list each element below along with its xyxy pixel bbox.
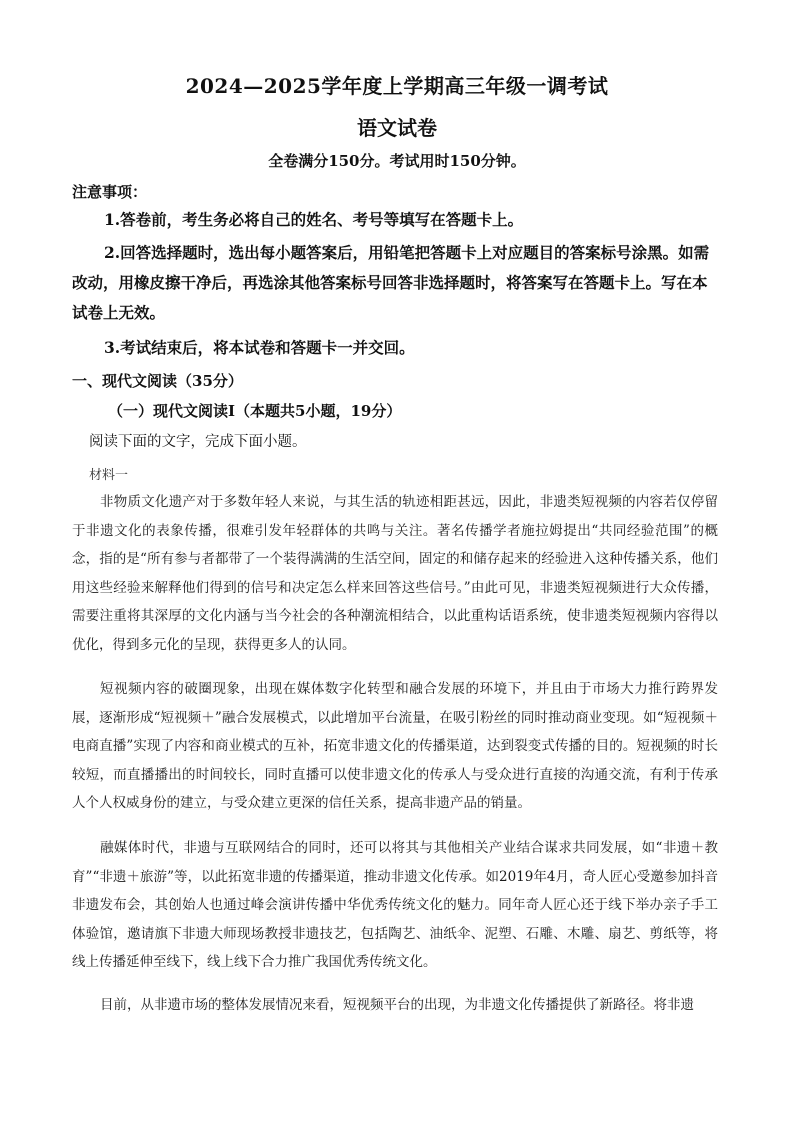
subject-title: 语文试卷: [357, 116, 437, 140]
material-label: 材料一: [89, 468, 129, 483]
notice-item-1: 1.答卷前，考生务必将自己的姓名、考号等填写在答题卡上。: [104, 210, 524, 229]
material-paragraph-3: 融媒体时代，非遗与互联网结合的同时，还可以将其与其他相关产业结合谋求共同发展，如“非遗＋教育”“非遗＋旅游”等，以此拓宽非遗的传播渠道，推动非遗文化传承。如2019年4月，奇人匠心受邀参加抖音非遗发布会，其创始人也通过峰会演讲传播中华优秀传统文化的魅力。同年奇人匠心还于线下举办亲子手工体验馆，邀请旗下非遗大师现场教授非遗技艺，包括陶艺、油纸伞、泥塑、石雕、木雕、扇艺、剪纸等，将线上传播延伸至线下，线上线下合力推广我国优秀传统文化。: [72, 840, 718, 970]
score-info: 全卷满分150分。考试用时150分钟。: [268, 152, 526, 170]
material-paragraph-2: 短视频内容的破圈现象，出现在媒体数字化转型和融合发展的环境下，并且由于市场大力推行跨界发展，逐渐形成“短视频＋”融合发展模式，以此增加平台流量，在吸引粉丝的同时推动商业变现。如“短视频＋电商直播”实现了内容和商业模式的互补，拓宽非遗文化的传播渠道，达到裂变式传播的目的。短视频的时长较短，而直播播出的时间较长，同时直播可以使非遗文化的传承人与受众进行直接的沟通交流，有利于传承人个人权威身份的建立，与受众建立更深的信任关系，提高非遗产品的销量。: [72, 681, 718, 811]
section-heading: 一、现代文阅读（35分）: [72, 372, 243, 390]
material-paragraph-1: 非物质文化遗产对于多数年轻人来说，与其生活的轨迹相距甚远，因此，非遗类短视频的内容若仅停留于非遗文化的表象传播，很难引发年轻群体的共鸣与关注。著名传播学者施拉姆提出“共同经验范围”的概念，指的是“所有参与者都带了一个装得满满的生活空间，固定的和储存起来的经验进入这种传播关系，他们用这些经验来解释他们得到的信号和决定怎么样来回答这些信号。”由此可见，非遗类短视频进行大众传播，需要注重将其深厚的文化内涵与当今社会的各种潮流相结合，以此重构话语系统，使非遗类短视频内容得以优化，得到多元化的呈现，获得更多人的认同。: [72, 494, 718, 653]
subsection-heading: （一）现代文阅读Ⅰ（本题共5小题，19分）: [108, 402, 402, 420]
notice-item-3: 3.考试结束后，将本试卷和答题卡一并交回。: [104, 338, 415, 357]
notice-heading: 注意事项：: [72, 183, 148, 201]
reading-instruction: 阅读下面的文字，完成下面小题。: [89, 434, 307, 450]
notice-item-2: 2.回答选择题时，选出每小题答案后，用铅笔把答题卡上对应题目的答案标号涂黑。如需改动，用橡皮擦干净后，再选涂其他答案标号回答非选择题时，将答案写在答题卡上。写在本试卷上无效。: [72, 243, 710, 322]
exam-title: 2024—2025学年度上学期高三年级一调考试: [185, 74, 609, 98]
material-paragraph-4: 目前，从非遗市场的整体发展情况来看，短视频平台的出现，为非遗文化传播提供了新路径。将非遗: [100, 997, 694, 1013]
